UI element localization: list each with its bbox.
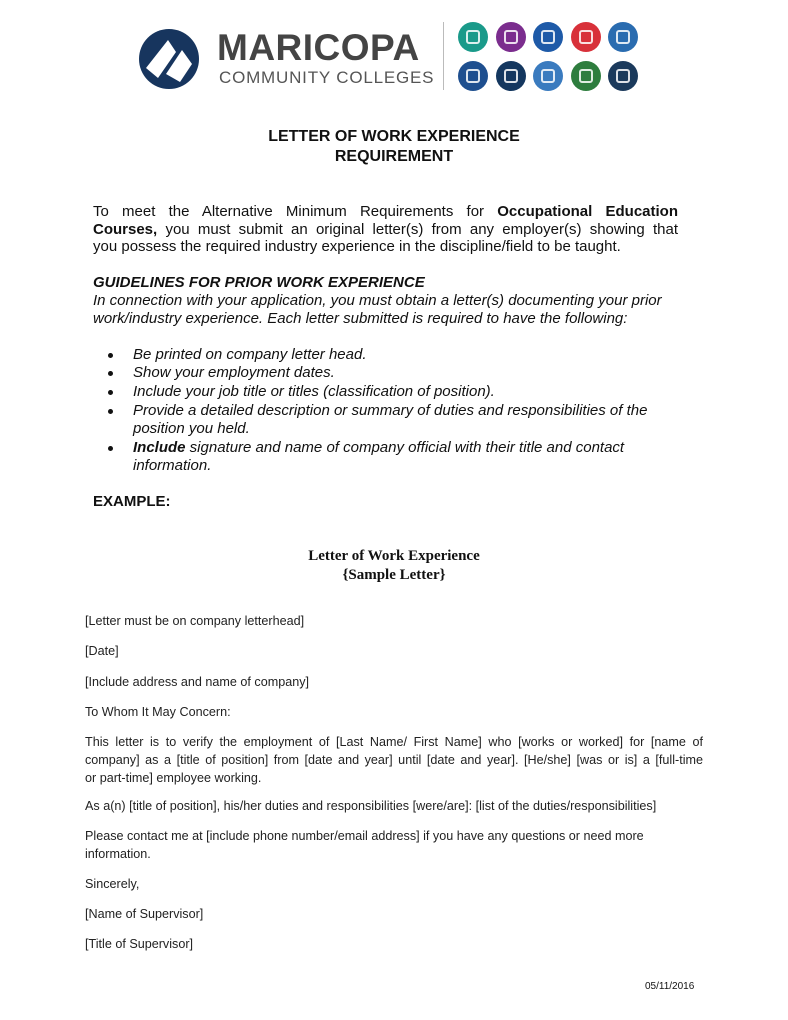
- sample-line: [Letter must be on company letterhead]: [85, 614, 305, 628]
- list-bold: Include: [133, 439, 186, 456]
- sample-line: [Title of Supervisor]: [85, 937, 194, 951]
- intro-bold: Occupational Education: [497, 203, 678, 220]
- intro-line: you possess the required industry experience in the discipline/field to be taught.: [93, 238, 621, 255]
- sample-line: [Date]: [85, 644, 119, 658]
- list-item: Be printed on company letter head.: [133, 346, 367, 363]
- intro-text: To meet the Alternative Minimum Requirements for: [93, 203, 498, 220]
- sample-line: [Name of Supervisor]: [85, 907, 204, 921]
- college-seal-icon: [608, 61, 638, 91]
- list-item-cont: information.: [133, 457, 212, 474]
- college-seal-icon: [533, 61, 563, 91]
- sample-line: [Include address and name of company]: [85, 675, 310, 689]
- college-seal-icon: [533, 22, 563, 52]
- list-item: [133, 439, 624, 457]
- guidelines-heading: GUIDELINES FOR PRIOR WORK EXPERIENCE: [93, 274, 425, 291]
- college-seal-icon: [496, 61, 526, 91]
- list-text: signature and name of company official with their title and contact: [185, 439, 625, 456]
- list-item-cont: position you held.: [133, 420, 250, 437]
- intro-bold: Courses,: [93, 221, 158, 238]
- college-seal-icon: [496, 22, 526, 52]
- college-seal-icon: [458, 22, 488, 52]
- list-item: Provide a detailed description or summary of duties and responsibilities of the: [133, 402, 648, 419]
- footer-date: 05/11/2016: [645, 981, 695, 992]
- intro-text: you must submit an original letter(s) from any employer(s) showing that: [157, 221, 678, 238]
- sample-line: information.: [85, 847, 151, 861]
- list-item: Include your job title or titles (classification of position).: [133, 383, 495, 400]
- sample-line: Please contact me at [include phone number/email address] if you have any questions or need more: [85, 829, 644, 843]
- logo-name: MARICOPA: [217, 27, 420, 68]
- sample-title: Letter of Work Experience: [308, 548, 480, 564]
- bullet-icon: [108, 353, 113, 358]
- college-seal-icon: [571, 61, 601, 91]
- sample-line: To Whom It May Concern:: [85, 705, 231, 719]
- college-seal-icon: [458, 61, 488, 91]
- bullet-icon: [108, 371, 113, 376]
- sample-line: company] as a [title of position] from [date and year] until [date and year]. [He/she] [was or is] a [full-time: [85, 753, 703, 767]
- sample-line: As a(n) [title of position], his/her duties and responsibilities [were/are]: [list of the duties/responsibilities]: [85, 799, 657, 813]
- intro-line: [93, 221, 678, 239]
- sample-line: or part-time] employee working.: [85, 771, 262, 785]
- logo-divider: [443, 22, 444, 90]
- maricopa-mark-icon: [138, 28, 200, 90]
- logo-subtitle: COMMUNITY COLLEGES: [219, 68, 435, 87]
- example-label: EXAMPLE:: [93, 493, 171, 510]
- bullet-icon: [108, 409, 113, 414]
- sample-subtitle: {Sample Letter}: [342, 567, 446, 583]
- bullet-icon: [108, 390, 113, 395]
- intro-line: [93, 203, 678, 221]
- bullet-icon: [108, 446, 113, 451]
- guidelines-text: In connection with your application, you must obtain a letter(s) documenting your prior: [93, 292, 662, 309]
- guidelines-text: work/industry experience. Each letter submitted is required to have the following:: [93, 310, 628, 327]
- page-title-line1: LETTER OF WORK EXPERIENCE: [268, 128, 520, 145]
- page-title-line2: REQUIREMENT: [334, 148, 454, 165]
- sample-line: Sincerely,: [85, 877, 140, 891]
- college-seal-icon: [608, 22, 638, 52]
- list-item: Show your employment dates.: [133, 364, 335, 381]
- sample-line: This letter is to verify the employment of [Last Name/ First Name] who [works or worked] for [name of: [85, 735, 703, 749]
- college-seal-icon: [571, 22, 601, 52]
